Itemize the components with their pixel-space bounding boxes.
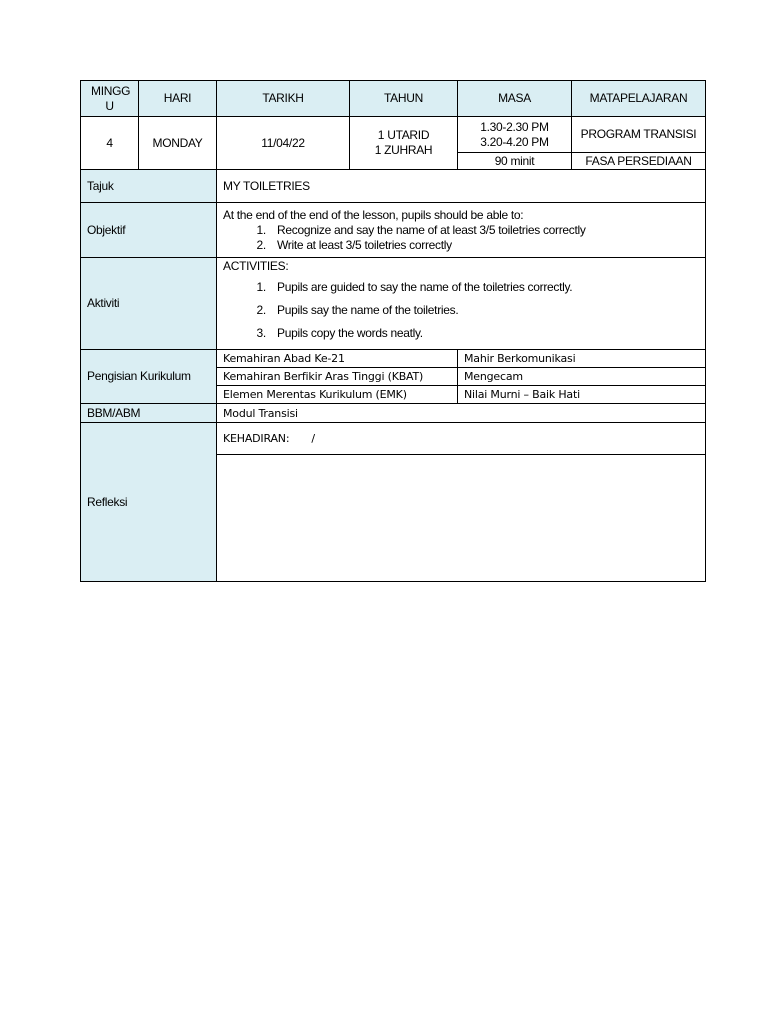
kehadiran-label: KEHADIRAN: [223,432,290,445]
aktiviti-label: Aktiviti [81,258,217,350]
minggu-value: 4 [81,117,139,170]
objektif-label: Objektif [81,203,217,258]
header-row [81,81,706,117]
header-hari: HARI [139,81,217,117]
kehadiran-slash: / [311,432,315,445]
pengisian-right-1: Mengecam [458,368,706,386]
kehadiran-cell [217,423,706,455]
bbm-value: Modul Transisi [217,404,706,423]
header-tahun: TAHUN [350,81,458,117]
pengisian-left-0: Kemahiran Abad Ke-21 [217,350,458,368]
aktiviti-item: 2. Pupils say the name of the toiletries. [269,303,699,318]
refleksi-label: Refleksi [81,423,217,582]
info-row [81,117,706,153]
bbm-row [81,404,706,423]
pengisian-left-1: Kemahiran Berfikir Aras Tinggi (KBAT) [217,368,458,386]
aktiviti-item: 3. Pupils copy the words neatly. [269,326,699,341]
aktiviti-list [223,280,699,341]
objektif-item: 2. Write at least 3/5 toiletries correctly [269,238,699,253]
matapelajaran-value: PROGRAM TRANSISI [572,117,706,153]
tahun-line-1: 1 UTARID [377,128,430,142]
masa-line-1: 1.30-2.30 PM [480,119,549,134]
masa-value [458,117,572,153]
pengisian-row [81,350,706,368]
pengisian-left-2: Elemen Merentas Kurikulum (EMK) [217,386,458,404]
tarikh-value: 11/04/22 [217,117,350,170]
aktiviti-heading: ACTIVITIES: [223,259,289,273]
refleksi-row [81,423,706,455]
objektif-intro: At the end of the end of the lesson, pupils should be able to: [223,207,524,222]
header-matapelajaran: MATAPELAJARAN [572,81,706,117]
pengisian-right-0: Mahir Berkomunikasi [458,350,706,368]
aktiviti-item: 1. Pupils are guided to say the name of the toiletries correctly. [269,280,699,295]
aktiviti-row [81,258,706,350]
pengisian-label: Pengisian Kurikulum [81,350,217,404]
objektif-row [81,203,706,258]
header-masa: MASA [458,81,572,117]
durasi-value: 90 minit [458,153,572,170]
tahun-line-2: 1 ZUHRAH [374,143,433,157]
bbm-label: BBM/ABM [81,404,217,423]
objektif-item: 1. Recognize and say the name of at least 3/5 toiletries correctly [269,223,699,238]
masa-line-2: 3.20-4.20 PM [480,134,549,149]
lesson-plan-table [80,80,706,582]
pengisian-right-2: Nilai Murni – Baik Hati [458,386,706,404]
tahun-value [350,117,458,170]
fasa-value: FASA PERSEDIAAN [572,153,706,170]
objektif-list [223,223,699,253]
tajuk-value: MY TOILETRIES [217,170,706,203]
header-tarikh: TARIKH [217,81,350,117]
hari-value: MONDAY [139,117,217,170]
aktiviti-content [217,258,706,350]
objektif-content [217,203,706,258]
tajuk-label: Tajuk [81,170,217,203]
header-minggu: MINGG U [81,81,139,117]
refleksi-notes [217,455,706,582]
tajuk-row [81,170,706,203]
